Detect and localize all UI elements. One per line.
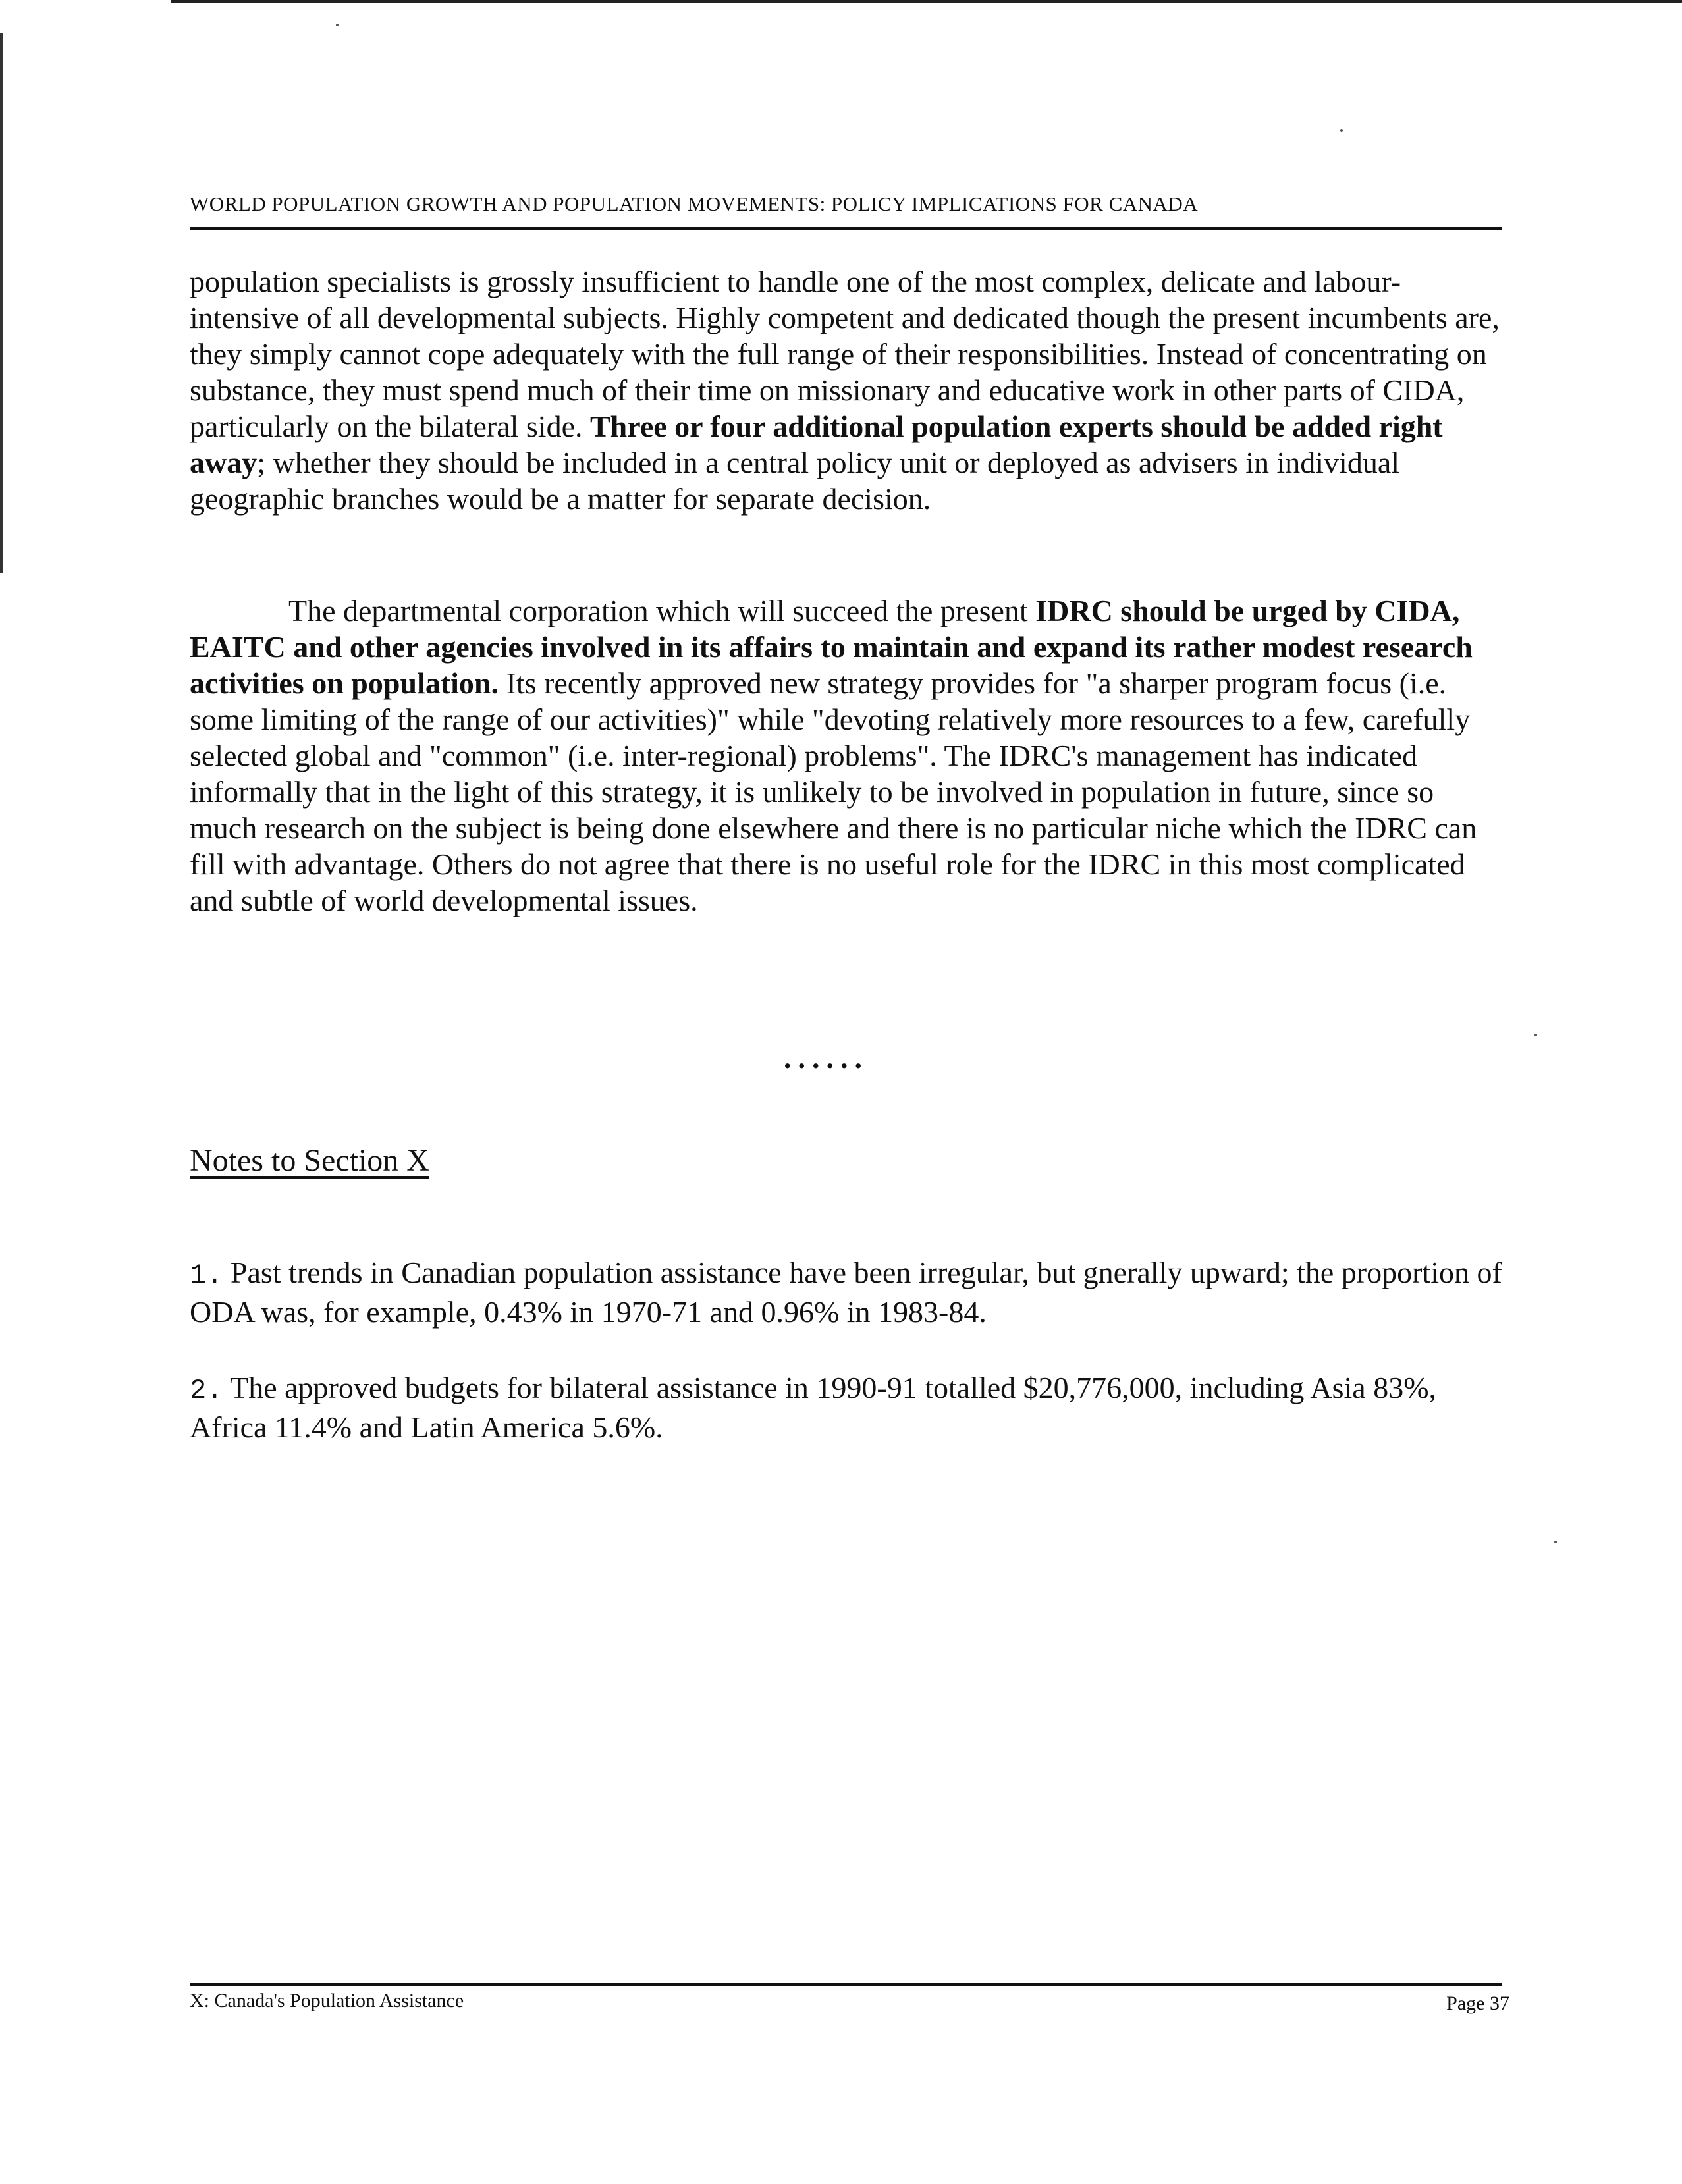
paragraph-text: ; whether they should be included in a central policy unit or deployed as advisers in individual geographic branches would be a matter for separate decision. [190, 446, 1400, 516]
page-number: Page 37 [1446, 1992, 1509, 2014]
body-paragraph [190, 263, 1502, 517]
scan-left-edge [0, 33, 3, 573]
note-number: 1. [190, 1260, 223, 1291]
running-header: WORLD POPULATION GROWTH AND POPULATION MOVEMENTS: POLICY IMPLICATIONS FOR CANADA [190, 192, 1199, 215]
note-text: Past trends in Canadian population assistance have been irregular, but gnerally upward; the proportion of ODA was, for example, 0.43% in 1970-71 and 0.96% in 1983-84. [190, 1256, 1502, 1329]
section-separator: ...... [784, 1041, 869, 1075]
paragraph-text: Its recently approved new strategy provides for "a sharper program focus (i.e. some limiting of the range of our activities)" while "devoting relatively more resources to a few, carefully selected global and "common" (i.e. inter-regional) problems". The IDRC's management has indicated informally that in the light of this strategy, it is unlikely to be involved in population in future, since so much research on the subject is being done elsewhere and there is no particular niche which the IDRC can fill with advantage. Others do not agree that there is no useful role for the IDRC in this most complicated and subtle of world developmental issues. [190, 666, 1477, 917]
note-number: 2. [190, 1375, 223, 1406]
footer-rule [190, 1983, 1502, 1986]
scan-speck [1554, 1541, 1557, 1543]
note-text: The approved budgets for bilateral assistance in 1990-91 totalled $20,776,000, including Asia 83%, Africa 11.4% and Latin America 5.6%. [190, 1371, 1437, 1444]
scan-top-edge [171, 0, 1682, 3]
notes-heading: Notes to Section X [190, 1143, 429, 1178]
paragraph-text: The departmental corporation which will succeed the present [288, 594, 1036, 627]
note-item [190, 1370, 1507, 1446]
paragraph-text: population specialists is grossly insufficient to handle one of the most complex, delicate and labour-intensive of all developmental subjects. Highly competent and dedicated though the present incumbents are, they simply cannot cope adequately with the full range of their responsibilities. Instead of concentrating on substance, they must spend much of their time on missionary and educative work in other parts of CIDA, particularly on the bilateral side. [190, 265, 1500, 443]
scan-speck [336, 24, 339, 26]
note-item [190, 1254, 1507, 1331]
header-rule [190, 227, 1502, 230]
scan-speck [1340, 129, 1343, 132]
footer-section-title: X: Canada's Population Assistance [190, 1990, 464, 2011]
emphasized-text: IDRC should be urged by CIDA, EAITC and other agencies involved in its affairs to maintain and expand its rather modest research activities on population. [190, 594, 1473, 700]
emphasized-text: Three or four additional population experts should be added right away [190, 410, 1443, 479]
scan-speck [1534, 1034, 1537, 1036]
body-paragraph [190, 593, 1502, 919]
